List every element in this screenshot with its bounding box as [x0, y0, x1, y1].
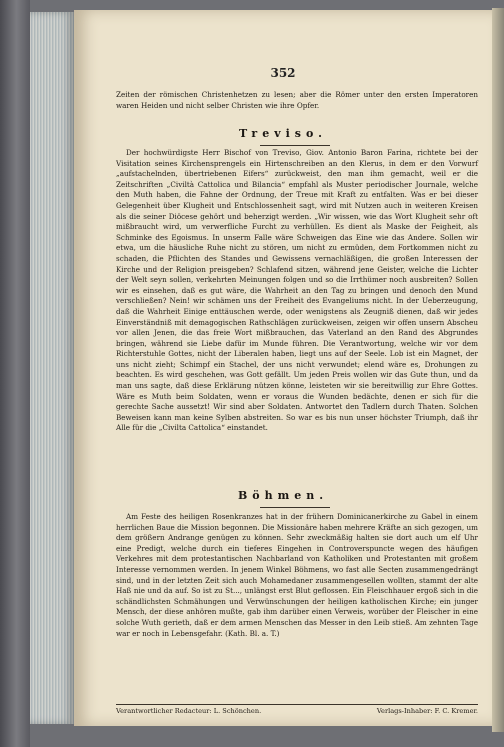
boehmen-article: [116, 512, 478, 639]
intro-text: Zeiten der römischen Christenhetzen zu lesen; aber die Römer unter den ersten Imperatoren waren Heiden und nicht selber Christen wie ihre Opfer.: [116, 90, 478, 110]
treviso-article: [116, 148, 478, 434]
boehmen-text: Am Feste des heiligen Rosenkranzes hat in der frühern Dominicanerkirche zu Gabel in einem herrlichen Baue die Mission begonnen. Die Missionäre haben mehrere Kräfte an sich gezogen, um dem größern Andrange genügen zu können. Sehr zweckmäßig halten sie dort auch um elf Uhr eine Predigt, welche durch ein tieferes Eingehen in Controverspuncte wegen des häufigen Verkehres mit dem protestantischen Nachbarland von Katholiken und Protestanten mit großem Interesse vernommen werden. In jenem Winkel Böhmens, wo fast alle Secten zusammengedrängt sind, und in der letzten Zeit sich auch Mohamedaner zusammengesellen wollten, stammt der alte Haß nie und da auf. So ist zu St..., unlängst erst Blut geflossen. Ein Fleischhauer ergoß sich in die schändlichsten Schmähungen und Verwünschungen der heiligen katholischen Kirche; ein junger Mensch, der diese anhören mußte, gab ihm darüber einen Verweis, worüber der Fleischer in eine solche Wuth gerieth, daß er dem armen Menschen das Messer in den Leib stieß. Am zehnten Tage war er noch in Lebensgefahr. (Kath. Bl. a. T.): [116, 512, 478, 638]
book-cover-edge: [0, 0, 30, 747]
heading-rule: [260, 507, 330, 508]
treviso-text: Der hochwürdigste Herr Bischof von Treviso, Giov. Antonio Baron Farina, richtete bei der Visitation seines Kirchensprengels ein Hirtenschreiben an den Klerus, in dem er den Vorwurf „aufstachelnden, übertriebenen Eifers“ zurückweist, den man ihm gemacht, weil er die Zeitschriften „Civiltà Cattolica und Bilancia“ empfahl als Muster periodischer Journale, welche den Muth haben, die Fahne der Ordnung, der Treue mit Kraft zu entfalten. Was er bei dieser Gelegenheit über Klugheit und Entschlossenheit sagt, wird mit Nutzen auch in weiteren Kreisen als die seiner Diöcese gehört und beherzigt werden. „Wir wissen, wie das Wort Klugheit sehr oft mißbraucht wird, um verwerfliche Furcht zu verhüllen. Es dient als Maske der Feigheit, als Schminke des Egoismus. In unserm Falle wäre Schweigen das Eine wie das Andere. Sollen wir etwa, um die häusliche Ruhe nicht zu stören, um nicht zu ermüden, dem Fortkommen nicht zu schaden, die Pflichten des Standes und Gewissens vernachläßigen, die großen Interessen der Kirche und der Religion preisgeben? Schlafend sitzen, während jene Geister, welche die Lichter der Welt seyn sollen, verkehrten Meinungen folgen und so die Irrthümer noch ausbreiten? Sollen wir es einsehen, daß es gut wäre, die Wahrheit an den Tag zu bringen und denoch den Mund verschließen? Nein! wir schämen uns der Freiheit des Evangeliums nicht. In der Ueberzeugung, daß die Wahrheit Einige enttäuschen werde, oder wenigstens als Zeugniß dienen, daß wir jedes Einverständniß mit demagogischen Rathschlägen zurückweisen, zeigen wir offen unsern Abscheu vor allen Jenen, die das freie Wort mißbrauchen, das Vaterland an den Rand des Abgrundes bringen, während sie Liebe dafür im Munde führen. Die Verantwortung, welche wir vor dem Richterstuhle Gottes, nicht der Liberalen haben, liegt uns auf der Seele. Lob ist ein Magnet, der uns nicht zieht; Schimpf ein Stachel, der uns nicht verwundet; elend wäre es, Drohungen zu beachten. Es wird geschehen, was Gott gefällt. Um jeden Preis wollen wir das Gute thun, und da man uns sagte, daß diese Erklärung nützen könne, leisteten wir sie bereitwillig zur Ehre Gottes. Wäre es Muth beim Soldaten, wenn er voraus die Wunden bedächte, denen er sich für die gerechte Sache aussetzt! Wir sind aber Soldaten. Antwortet den Tadlern durch Thaten. Solchen Beweisen kann man keine Sylben abstreiten. So war es bis nun unser höchster Triumph, daß ihr Alle für die „Civilta Cattolica“ einstandet.: [116, 148, 478, 433]
book-page: [74, 10, 492, 726]
section-heading-treviso: Treviso.: [239, 127, 327, 140]
publisher-credit: Verlags-Inhaber: F. C. Kremer.: [376, 707, 478, 715]
footer-rule: [116, 704, 478, 705]
editor-credit: Verantwortlicher Redacteur: L. Schönchen.: [116, 707, 262, 715]
intro-paragraph: [116, 90, 478, 111]
heading-rule: [260, 145, 330, 146]
page-stack-edges: [30, 12, 74, 724]
section-heading-boehmen: Böhmen.: [237, 489, 329, 502]
page-number: 352: [270, 66, 296, 80]
book-spine-shadow: [492, 8, 504, 732]
page-footer: [116, 707, 478, 715]
